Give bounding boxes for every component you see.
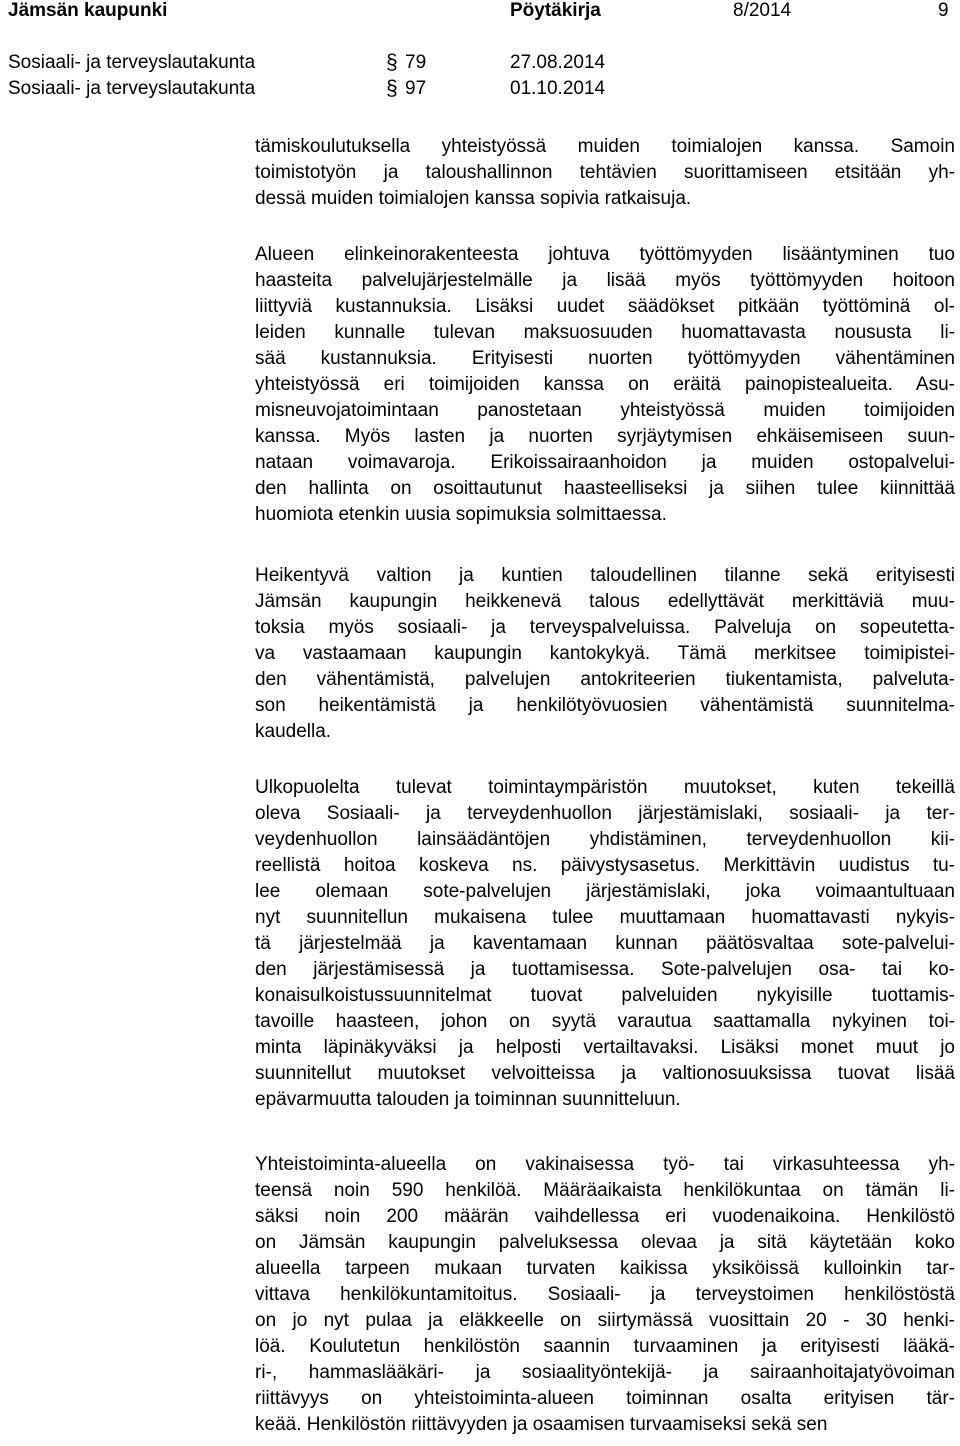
text-line: kanssa. Myös lasten ja nuorten syrjäytymisen ehkäisemiseen suun- [255,426,955,447]
text-line: on jo nyt pulaa ja eläkkeelle on siirtymässä vuosittain 20 - 30 henki- [255,1310,955,1331]
text-line: teensä noin 590 henkilöä. Määräaikaista henkilökuntaa on tämän li- [255,1180,955,1201]
text-line: oleva Sosiaali- ja terveydenhuollon järjestämislaki, sosiaali- ja ter- [255,803,955,824]
text-line: minta läpinäkyväksi ja helposti vertailtavaksi. Lisäksi monet muut jo [255,1037,955,1058]
municipality-name: Jämsän kaupunki [8,0,168,21]
text-line: yhteistyössä eri toimijoiden kanssa on eräitä painopistealueita. Asu- [255,374,955,395]
text-line: Yhteistoiminta-alueella on vakinaisessa työ- tai virkasuhteessa yh- [255,1154,955,1175]
body-paragraph [255,242,955,528]
text-line: konaisulkoistussuunnitelmat tuovat palveluiden nykyisille tuottamis- [255,985,955,1006]
text-line: nyt suunnitellun mukaisena tulee muuttamaan huomattavasti nykyis- [255,907,955,928]
text-line: riittävyys on yhteistoiminta-alueen toiminnan osalta erityisen tär- [255,1388,955,1409]
text-line: toimistotyön ja taloushallinnon tehtävien suorittamiseen etsitään yh- [255,162,955,183]
text-line: kaudella. [255,721,332,742]
text-line: veydenhuollon lainsäädäntöjen yhdistäminen, terveydenhuollon kii- [255,829,955,850]
text-line: keää. Henkilöstön riittävyyden ja osaamisen turvaamiseksi sekä sen [255,1414,828,1435]
text-line: on Jämsän kaupungin palveluksessa olevaa ja sitä käytetään koko [255,1232,955,1253]
page-number: 9 [938,0,949,21]
text-line: nataan voimavaroja. Erikoissairaanhoidon ja muiden ostopalvelui- [255,452,955,473]
text-line: va vastaamaan kaupungin kantokykyä. Tämä merkitsee toimipistei- [255,643,955,664]
text-line: Heikentyvä valtion ja kuntien taloudellinen tilanne sekä erityisesti [255,565,955,586]
text-line: tä järjestelmää ja kaventamaan kunnan päätösvaltaa sote-palvelui- [255,933,955,954]
document-type: Pöytäkirja [510,0,601,21]
text-line: Alueen elinkeinorakenteesta johtuva työttömyyden lisääntyminen tuo [255,244,955,265]
section-sign-icon: § [386,51,398,74]
text-line: sää kustannuksia. Erityisesti nuorten työttömyyden vähentäminen [255,348,955,369]
text-line: tavoille haasteen, johon on syytä varautua saattamalla nykyinen toi- [255,1011,955,1032]
text-line: alueella tarpeen mukaan turvaten kaikissa yksiköissä kulloinkin tar- [255,1258,955,1279]
text-line: toksia myös sosiaali- ja terveyspalveluissa. Palveluja on sopeutetta- [255,617,955,638]
text-line: säksi noin 200 määrän vaihdellessa eri vuodenaikoina. Henkilöstö [255,1206,955,1227]
text-line: leiden kunnalle tulevan maksuosuuden huomattavasta noususta li- [255,322,955,343]
text-line: dessä muiden toimialojen kanssa sopivia ratkaisuja. [255,188,692,209]
text-line: den hallinta on osoittautunut haasteelliseksi ja siihen tulee kiinnittää [255,478,955,499]
body-paragraph [255,134,955,212]
text-line: misneuvojatoimintaan panostetaan yhteistyössä muiden toimijoiden [255,400,955,421]
text-line: suunnitellut muutokset velvoitteissa ja valtionosuuksissa tuovat lisää [255,1063,955,1084]
body-paragraph [255,775,955,1113]
text-line: den järjestämisessä ja tuottamisessa. Sote-palvelujen osa- tai ko- [255,959,955,980]
text-line: Jämsän kaupungin heikkenevä talous edellyttävät merkittäviä muu- [255,591,955,612]
text-line: ri-, hammaslääkäri- ja sosiaalityöntekijä- ja sairaanhoitajatyövoiman [255,1362,955,1383]
text-line: vittava henkilökuntamitoitus. Sosiaali- ja terveystoimen henkilöstöstä [255,1284,955,1305]
body-paragraph [255,1152,955,1438]
meeting-date: 27.08.2014 [510,52,606,73]
text-line: reellistä hoitoa koskeva ns. päivystysasetus. Merkittävin uudistus tu- [255,855,955,876]
committee-name: Sosiaali- ja terveyslautakunta [8,78,256,99]
text-line: epävarmuutta talouden ja toiminnan suunnitteluun. [255,1089,681,1110]
document-number: 8/2014 [733,0,792,21]
text-line: Ulkopuolelta tulevat toimintaympäristön muutokset, kuten tekeillä [255,777,955,798]
text-line: den vähentämistä, palvelujen antokriteerien tiukentamista, palveluta- [255,669,955,690]
text-line: tämiskoulutuksella yhteistyössä muiden toimialojen kanssa. Samoin [255,136,955,157]
body-paragraph [255,563,955,745]
text-line: lee olemaan sote-palvelujen järjestämislaki, joka voimaantultuaan [255,881,955,902]
text-line: haasteita palvelujärjestelmälle ja lisää myös työttömyyden hoitoon [255,270,955,291]
meeting-date: 01.10.2014 [510,78,606,99]
text-line: son heikentämistä ja henkilötyövuosien vähentämistä suunnitelma- [255,695,955,716]
committee-name: Sosiaali- ja terveyslautakunta [8,52,256,73]
section-number: 97 [405,78,427,99]
text-line: löä. Koulutetun henkilöstön saannin turvaaminen ja erityisesti lääkä- [255,1336,955,1357]
section-sign-icon: § [386,77,398,100]
text-line: huomiota etenkin uusia sopimuksia solmittaessa. [255,504,667,525]
text-line: liittyviä kustannuksia. Lisäksi uudet säädökset pitkään työttöminä ol- [255,296,955,317]
section-number: 79 [405,52,427,73]
